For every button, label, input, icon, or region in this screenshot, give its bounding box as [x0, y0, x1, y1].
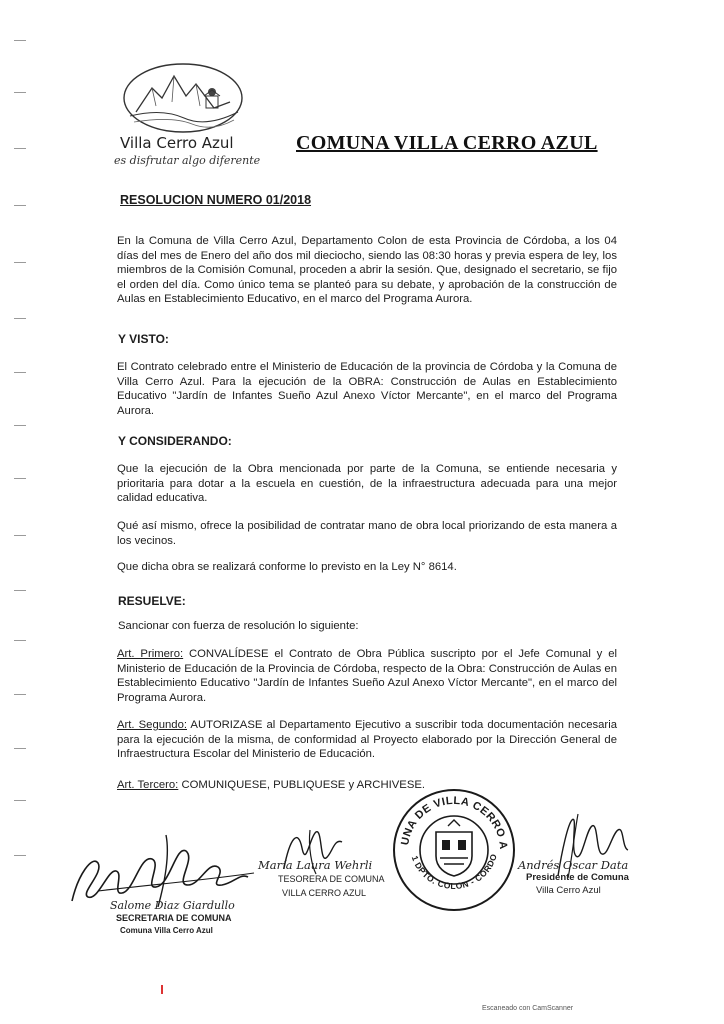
- logo-slogan: es disfrutar algo diferente: [114, 154, 261, 167]
- considerando-heading: Y CONSIDERANDO:: [118, 434, 232, 448]
- resuelve-heading: RESUELVE:: [118, 594, 186, 608]
- page-title: COMUNA VILLA CERRO AZUL: [296, 132, 598, 154]
- signatory-role: SECRETARIA DE COMUNA: [116, 913, 232, 923]
- comuna-logo: [112, 62, 262, 174]
- scan-edge-marks: [0, 0, 30, 1024]
- article-label: Art. Segundo:: [117, 719, 187, 731]
- signature-presidente: [508, 810, 678, 910]
- signatory-name: Salome Diaz Giardullo: [110, 899, 235, 912]
- article-tercero: [117, 778, 617, 793]
- considerando-paragraph-1: Que la ejecución de la Obra mencionada por parte de la Comuna, se entiende necesaria y prioritaria para dotar a la escuela en cuestión, de la infraestructura adecuada para una mejor calidad educativa.: [117, 463, 617, 505]
- red-mark: [161, 985, 163, 994]
- signatory-role-2: VILLA CERRO AZUL: [282, 888, 367, 898]
- scanner-watermark: Escaneado con CamScanner: [482, 1005, 574, 1012]
- signatory-name: Andrés Oscar Data: [518, 858, 629, 872]
- signature-tesorera: [250, 818, 390, 918]
- considerando-paragraph-2: Qué así mismo, ofrece la posibilidad de contratar mano de obra local priorizando de esta manera a los vecinos.: [117, 520, 617, 547]
- seal-outer-text: UNA DE VILLA CERRO A: [399, 794, 510, 851]
- considerando-paragraph-3: Que dicha obra se realizará conforme lo previsto en la Ley N° 8614.: [117, 561, 457, 573]
- official-seal: [392, 788, 516, 912]
- article-label: Art. Tercero:: [117, 779, 179, 791]
- signatory-role: Presidente de Comuna: [526, 872, 629, 883]
- signature-secretaria: [58, 815, 268, 940]
- resuelve-intro: Sancionar con fuerza de resolución lo siguiente:: [118, 620, 359, 632]
- article-label: Art. Primero:: [117, 648, 184, 660]
- seal-bottom-text: 1 DPTO. COLON - CORDO: [409, 852, 499, 891]
- article-segundo: [117, 718, 617, 762]
- landscape-logo-icon: [122, 62, 244, 134]
- logo-name: Villa Cerro Azul: [120, 134, 234, 152]
- intro-paragraph: En la Comuna de Villa Cerro Azul, Departamento Colon de esta Provincia de Córdoba, a los 04 días del mes de Enero del año dos mil dieciocho, siendo las 08:30 horas y previa espera de ley, los miembros de la Comisión Comunal, proceden a abrir la sesión. Que, designado el secretario, se fijo el orden del día. Como único tema se planteó para su debate, y aprobación de la construcción de Aulas en Establecimiento Educativo, en el marco del Programa Aurora.: [117, 235, 617, 306]
- signatory-name: María Laura Wehrli: [258, 858, 373, 872]
- coat-of-arms-icon: [436, 820, 472, 876]
- article-text: COMUNIQUESE, PUBLIQUESE y ARCHIVESE.: [178, 779, 426, 791]
- resolution-number: RESOLUCION NUMERO 01/2018: [120, 193, 312, 207]
- visto-paragraph: El Contrato celebrado entre el Ministerio de Educación de la provincia de Córdoba y la Comuna de Villa Cerro Azul. Para la ejecución de la OBRA: Construcción de Aulas en Establecimiento Educativo "Jardín de Infantes Sueño Azul Anexo Víctor Mercante", en el marco del Programa Aurora.: [117, 361, 617, 417]
- signatory-role: TESORERA DE COMUNA: [278, 874, 385, 884]
- signatory-role-2: Villa Cerro Azul: [536, 885, 601, 896]
- visto-heading: Y VISTO:: [118, 332, 169, 346]
- article-primero: [117, 647, 617, 705]
- article-text: AUTORIZASE al Departamento Ejecutivo a suscribir toda documentación necesaria para la ejecución de la misma, de conformidad al Proyecto elaborado por la Dirección General de Infraestructura Escolar del Ministerio de Educación.: [117, 719, 617, 761]
- article-text: CONVALÍDESE el Contrato de Obra Pública suscripto por el Jefe Comunal y el Ministerio de Educación de la Provincia de Córdoba, respecto de la Obra: Construcción de Aulas en Establecimiento Educativo "Jardín de Infantes Sueño Azul Anexo Víctor Mercante", en el marco del Programa Aurora.: [117, 648, 617, 704]
- signatory-role-2: Comuna Villa Cerro Azul: [120, 926, 213, 935]
